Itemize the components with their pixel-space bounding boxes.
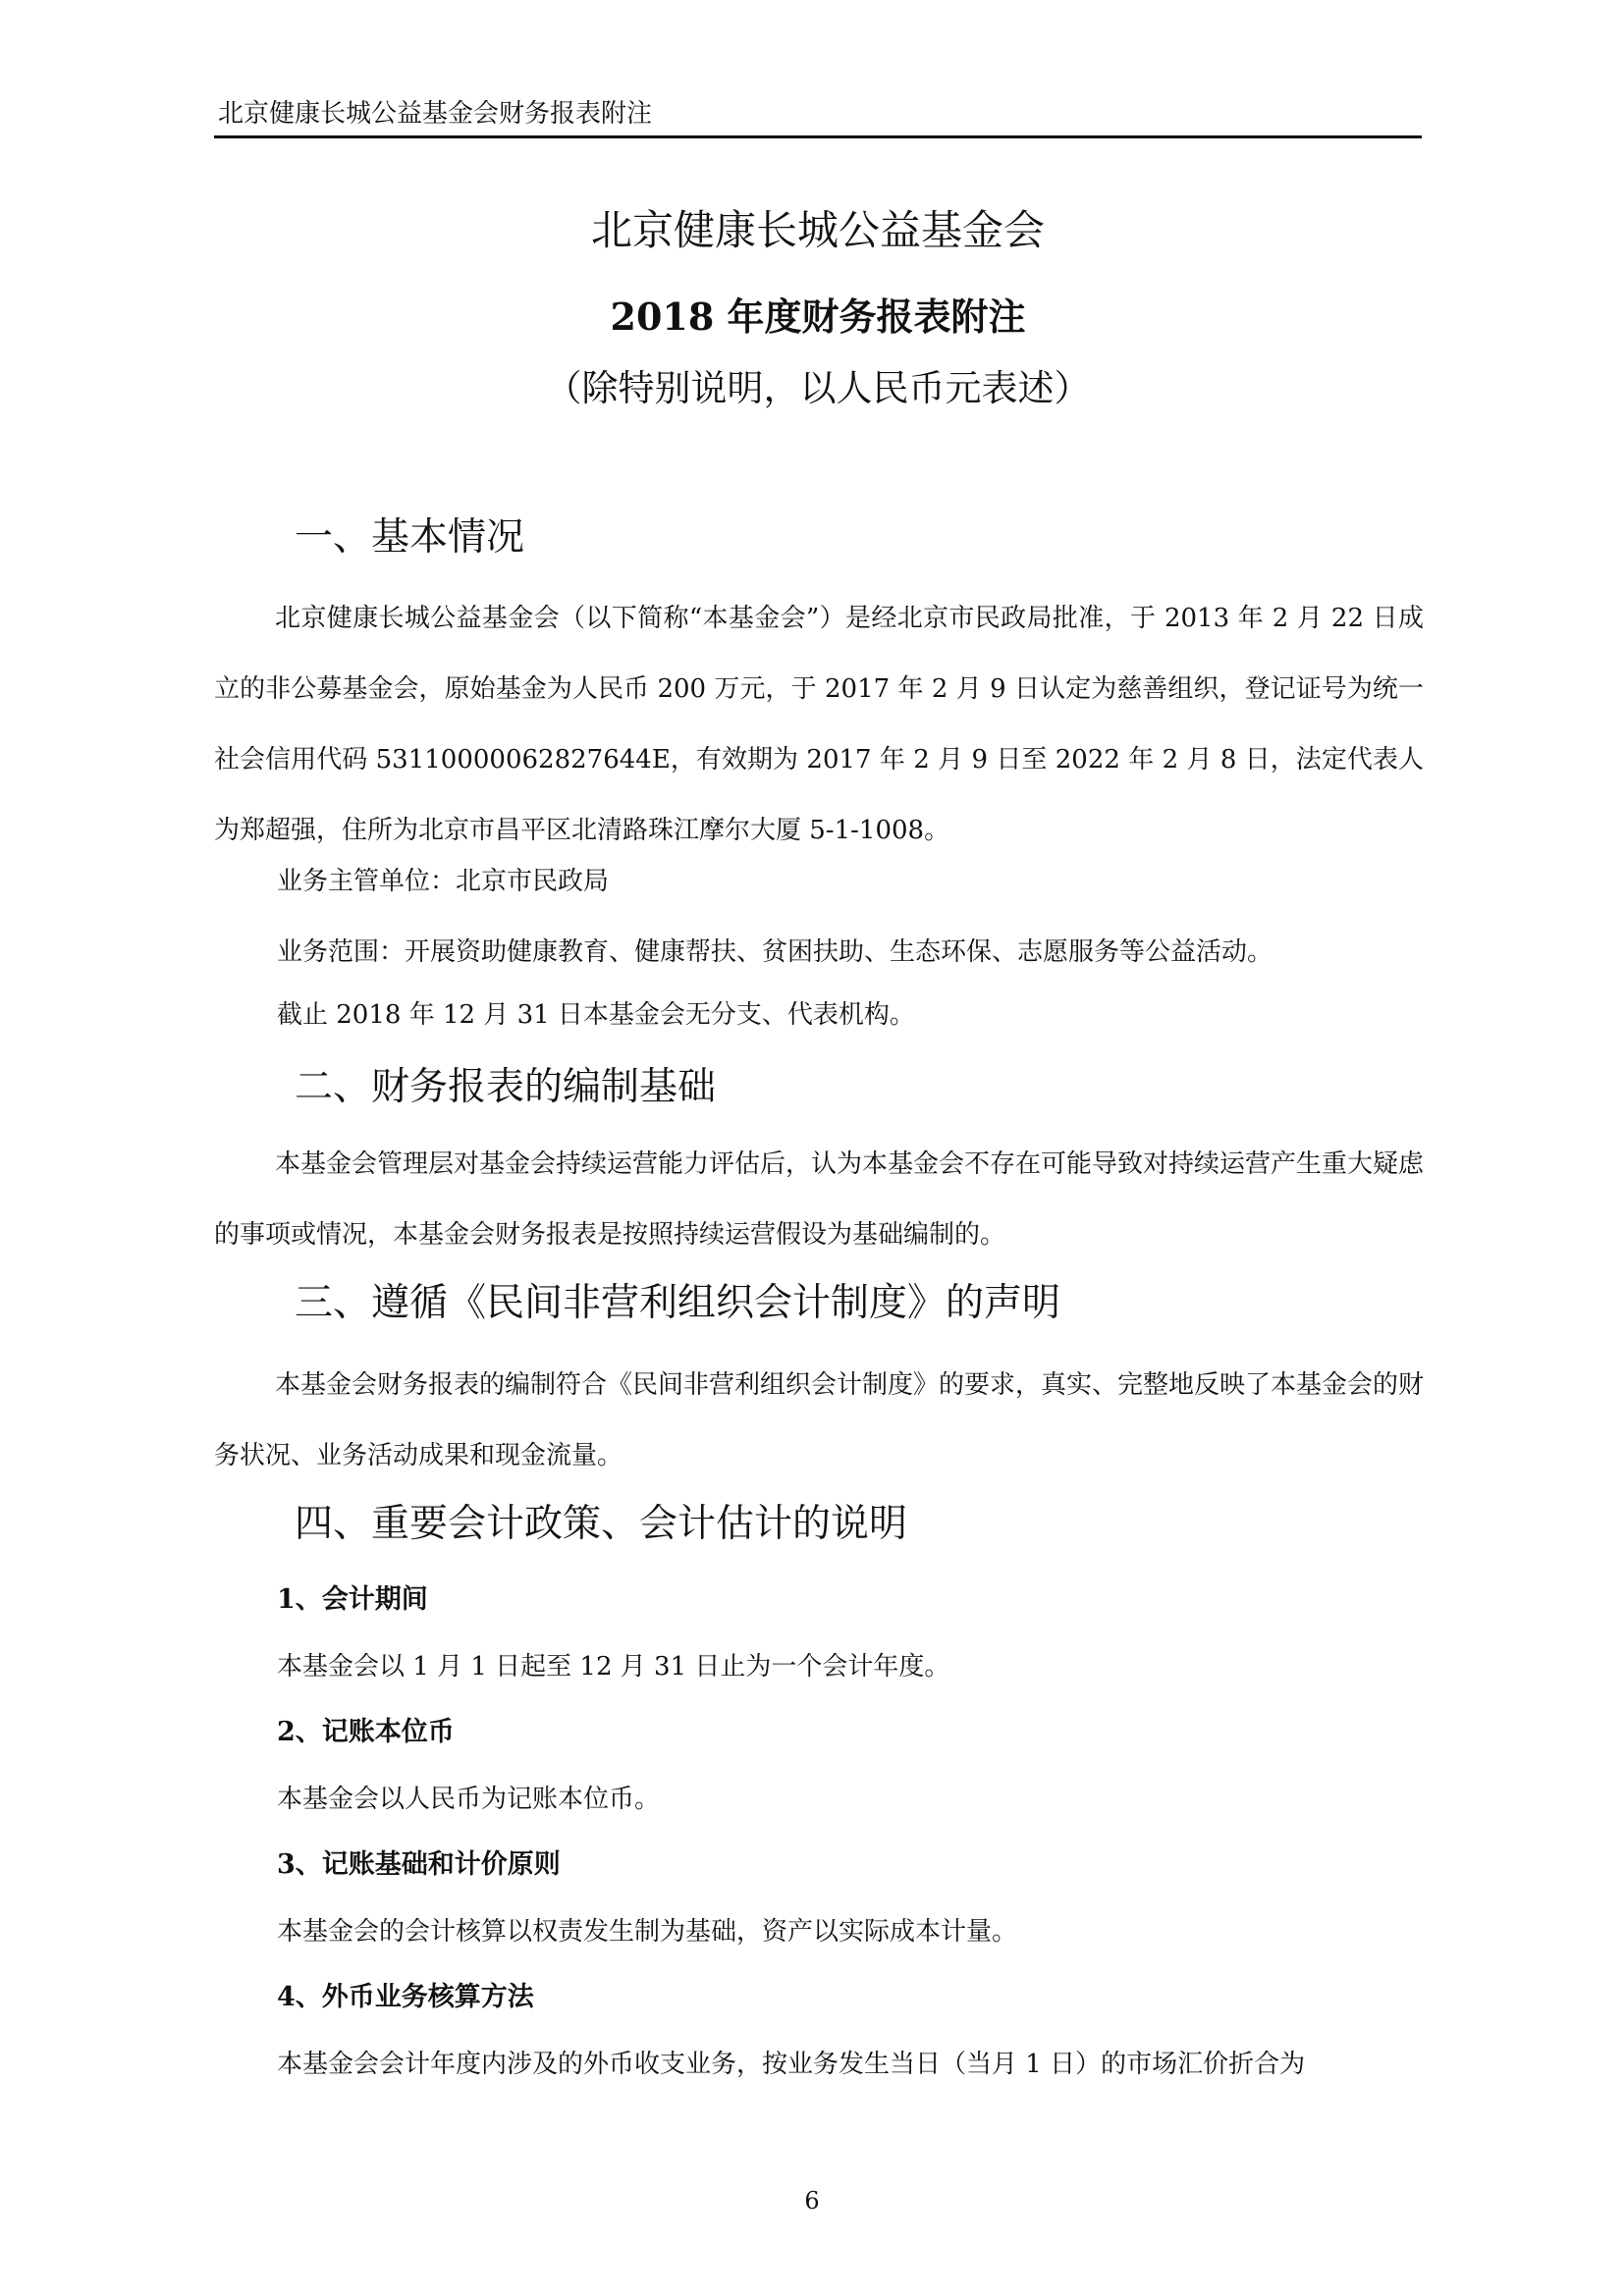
subsection-foreign-currency: 4、外币业务核算方法 (277, 1982, 534, 2012)
accounting-basis-text: 本基金会的会计核算以权责发生制为基础，资产以实际成本计量。 (277, 1917, 1018, 1947)
subsection-accounting-basis: 3、记账基础和计价原则 (277, 1849, 561, 1880)
header-rule (214, 135, 1422, 138)
supervisor-line: 业务主管单位：北京市民政局 (277, 867, 610, 896)
subsection-functional-currency: 2、记账本位币 (277, 1717, 455, 1747)
foreign-currency-text: 本基金会会计年度内涉及的外币收支业务，按业务发生当日（当月 1 日）的市场汇价折合为 (277, 2050, 1306, 2079)
section-heading-preparation-basis: 二、财务报表的编制基础 (295, 1065, 717, 1109)
document-title: 北京健康长城公益基金会 (590, 206, 1045, 254)
branches-line: 截止 2018 年 12 月 31 日本基金会无分支、代表机构。 (277, 1000, 915, 1030)
compliance-statement-paragraph: 本基金会财务报表的编制符合《民间非营利组织会计制度》的要求，真实、完整地反映了本基金会的财务状况、业务活动成果和现金流量。 (214, 1370, 1425, 1470)
section-heading-compliance-statement: 三、遵循《民间非营利组织会计制度》的声明 (295, 1281, 1061, 1325)
currency-note: （除特别说明，以人民币元表述） (545, 367, 1091, 409)
basic-info-paragraph: 北京健康长城公益基金会（以下简称“本基金会”）是经北京市民政局批准，于 2013 年 2 月 22 日成立的非公募基金会，原始基金为人民币 200 万元，于 2017 年 2 月 9 日认定为慈善组织，登记证号为统一社会信用代码 53110000062827644E，有效期为 2017 年 2 月 9 日至 2022 年 2 月 8 日，法定代表人为郑超强，住所为北京市昌平区北清路珠江摩尔大厦 5-1-1008。 (214, 604, 1424, 845)
preparation-basis-paragraph: 本基金会管理层对基金会持续运营能力评估后，认为本基金会不存在可能导致对持续运营产生重大疑虑的事项或情况，本基金会财务报表是按照持续运营假设为基础编制的。 (214, 1149, 1425, 1250)
document-subtitle: 2018 年度财务报表附注 (610, 294, 1026, 339)
section-heading-basic-info: 一、基本情况 (295, 515, 525, 560)
section-heading-accounting-policies: 四、重要会计政策、会计估计的说明 (295, 1502, 908, 1546)
subsection-accounting-period: 1、会计期间 (277, 1584, 428, 1615)
page-number: 6 (804, 2187, 820, 2215)
business-scope-line: 业务范围：开展资助健康教育、健康帮扶、贫困扶助、生态环保、志愿服务等公益活动。 (277, 937, 1273, 967)
accounting-period-text: 本基金会以 1 月 1 日起至 12 月 31 日止为一个会计年度。 (277, 1652, 950, 1682)
running-header: 北京健康长城公益基金会财务报表附注 (218, 99, 653, 129)
functional-currency-text: 本基金会以人民币为记账本位币。 (277, 1785, 661, 1814)
